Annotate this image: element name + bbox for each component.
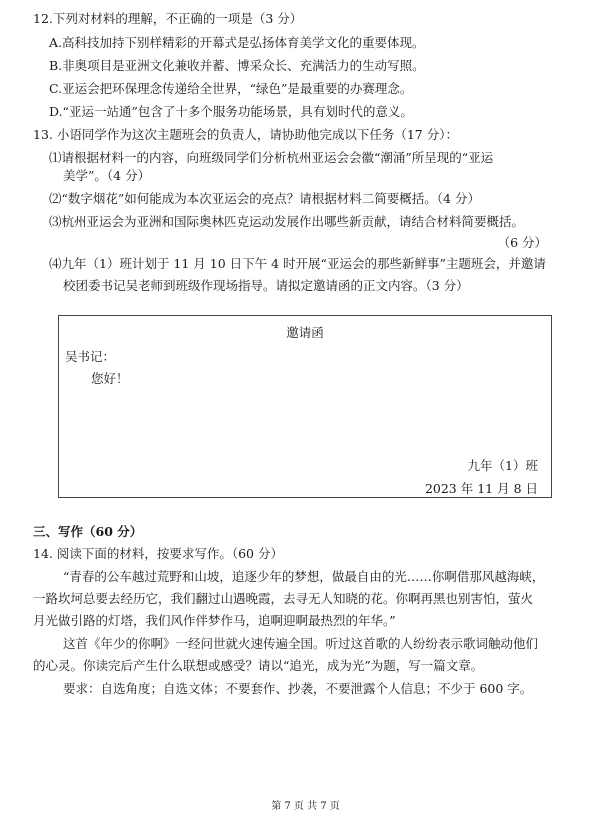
q12-option-d: D.“亚运一站通”包含了十多个服务功能场景，具有划时代的意义。 xyxy=(49,104,413,119)
q13-task3-score: （6 分） xyxy=(497,235,547,250)
q14-requirements: 要求：自选角度；自选文体；不要套作、抄袭，不要泄露个人信息；不少于 600 字。 xyxy=(63,681,533,696)
q12-option-b: B.非奥项目是亚洲文化兼收并蓄、博采众长、充满活力的生动写照。 xyxy=(49,58,425,73)
invitation-greeting: 您好！ xyxy=(91,371,129,386)
q13-task3-line1: ⑶杭州亚运会为亚洲和国际奥林匹克运动发展作出哪些新贡献，请结合材料简要概括。 xyxy=(49,214,525,229)
q14-paragraph-line-2: 的心灵。你读完后产生什么联想或感受？请以“追光，成为光”为题，写一篇文章。 xyxy=(33,658,484,673)
poem-line-2: 一路坎坷总要去经历它，我们翻过山遇晚霞，去寻无人知晓的花。你啊再黑也别害怕，萤火 xyxy=(33,591,534,606)
q14-paragraph-line-1: 这首《年少的你啊》一经问世就火速传遍全国。听过这首歌的人纷纷表示歌词触动他们 xyxy=(63,636,539,651)
invitation-answer-box xyxy=(58,315,552,498)
invitation-title: 邀请函 xyxy=(286,325,324,340)
q13-task2: ⑵“数字烟花”如何能成为本次亚运会的亮点？请根据材料二简要概括。（4 分） xyxy=(49,191,480,206)
q13-task4-line1: ⑷九年（1）班计划于 11 月 10 日下午 4 时开展“亚运会的那些新鲜事”主题班会，并邀请 xyxy=(49,256,546,271)
poem-line-3: 月光做引路的灯塔，我们风作伴梦作马，追啊迎啊最热烈的年华。” xyxy=(33,613,396,628)
q13-task1-line2: 美学”。（4 分） xyxy=(63,168,151,183)
q14-title: 14. 阅读下面的材料，按要求写作。（60 分） xyxy=(33,546,283,561)
section3-heading: 三、写作（60 分） xyxy=(33,524,143,539)
q12-option-a: A.高科技加持下别样精彩的开幕式是弘扬体育美学文化的重要体现。 xyxy=(49,35,425,50)
q13-task4-line2: 校团委书记吴老师到班级作现场指导。请拟定邀请函的正文内容。（3 分） xyxy=(63,278,469,293)
invitation-recipient: 吴书记： xyxy=(65,349,116,364)
page-number: 第 7 页 共 7 页 xyxy=(271,801,340,812)
q12-title: 12.下列对材料的理解，不正确的一项是（3 分） xyxy=(33,11,303,26)
invitation-signature: 九年（1）班 xyxy=(467,458,538,473)
invitation-date: 2023 年 11 月 8 日 xyxy=(424,481,538,496)
q13-title: 13. 小语同学作为这次主题班会的负责人，请协助他完成以下任务（17 分）： xyxy=(33,127,458,142)
q12-option-c: C.亚运会把环保理念传递给全世界，“绿色”是最重要的办赛理念。 xyxy=(49,81,413,96)
q13-task1-line1: ⑴请根据材料一的内容，向班级同学们分析杭州亚运会会徽“潮涌”所呈现的“亚运 xyxy=(49,150,494,165)
poem-line-1: “青春的公车越过荒野和山坡，追逐少年的梦想，做最自由的光……你啊借那风越海峡， xyxy=(63,569,545,584)
